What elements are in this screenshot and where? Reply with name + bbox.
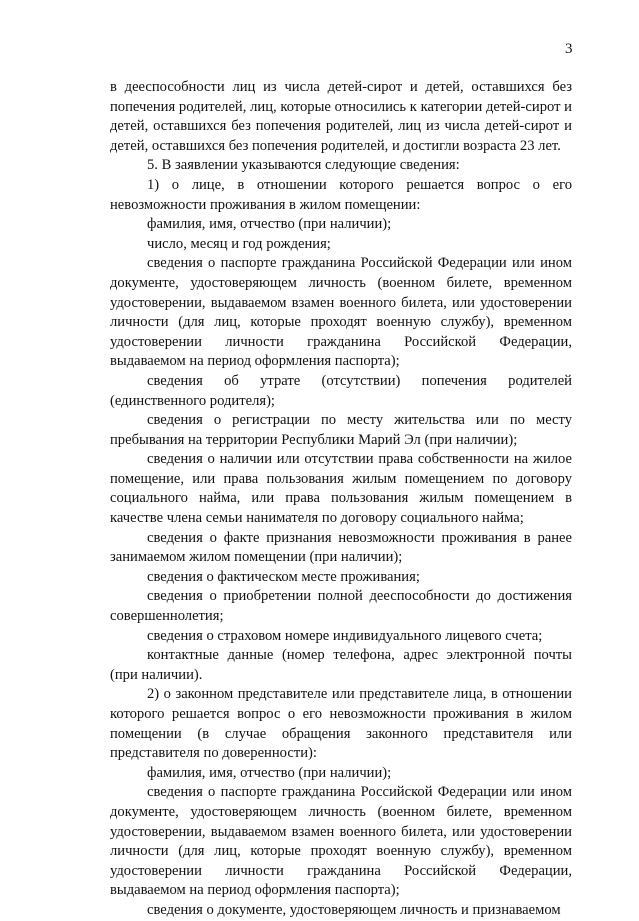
paragraph: сведения о факте признания невозможности проживания в ранее занимаемом жилом помещении (при наличии); [110,529,572,566]
paragraph: сведения о наличии или отсутствии права собственности на жилое помещение, или права пользования жилым помещением по договору социального найма, или права пользования жилым помещением в качестве члена семьи нанимателя по договору социального найма; [110,451,572,527]
paragraph: контактные данные (номер телефона, адрес электронной почты (при наличии). [110,647,572,683]
paragraph: сведения о паспорте гражданина Российской Федерации или ином документе, удостоверяющем личность (военном билете, временном удостоверении, выдаваемом взамен военного билета, или удостоверении личности (для лиц, которые проходят военную службу), временном удостоверении личности гражданина Российской Федерации, выдаваемом на период оформления паспорта); [110,784,572,899]
paragraph: сведения о приобретении полной дееспособности до достижения совершеннолетия; [110,588,572,625]
paragraph: 5. В заявлении указываются следующие сведения: [147,157,460,174]
paragraph: фамилия, имя, отчество (при наличии); [147,764,392,781]
paragraph: сведения о регистрации по месту жительства или по месту пребывания на территории Республики Марий Эл (при наличии); [110,412,572,448]
paragraph: сведения о документе, удостоверяющем личность и признаваемом [147,901,561,918]
paragraph: сведения о паспорте гражданина Российской Федерации или ином документе, удостоверяющем личность (военном билете, временном удостоверении, выдаваемом взамен военного билета, или удостоверении личности (для лиц, которые проходят военную службу), временном удостоверении личности гражданина Российской Федерации, выдаваемом на период оформления паспорта); [110,255,572,370]
paragraph: в дееспособности лиц из числа детей-сирот и детей, оставшихся без попечения родителей, лиц, которые относились к категории детей-сирот и детей, оставшихся без попечения родителей, лиц из числа детей-сирот и детей, оставшихся без попечения родителей, и достигли возраста 23 лет. [110,79,572,154]
paragraph: число, месяц и год рождения; [147,235,331,252]
paragraph: 1) о лице, в отношении которого решается вопрос о его невозможности проживания в жилом помещении: [110,176,572,213]
paragraph: 2) о законном представителе или представителе лица, в отношении которого решается вопрос о его невозможности проживания в жилом помещении (в случае обращения законного представителя или представителя по доверенности): [110,686,572,762]
paragraph: фамилия, имя, отчество (при наличии); [147,216,392,233]
document-body [110,78,572,921]
paragraph: сведения о фактическом месте проживания; [147,568,420,585]
paragraph: сведения об утрате (отсутствии) попечения родителей (единственного родителя); [110,372,572,409]
paragraph: сведения о страховом номере индивидуального лицевого счета; [147,627,543,644]
page-number: 3 [565,41,573,57]
